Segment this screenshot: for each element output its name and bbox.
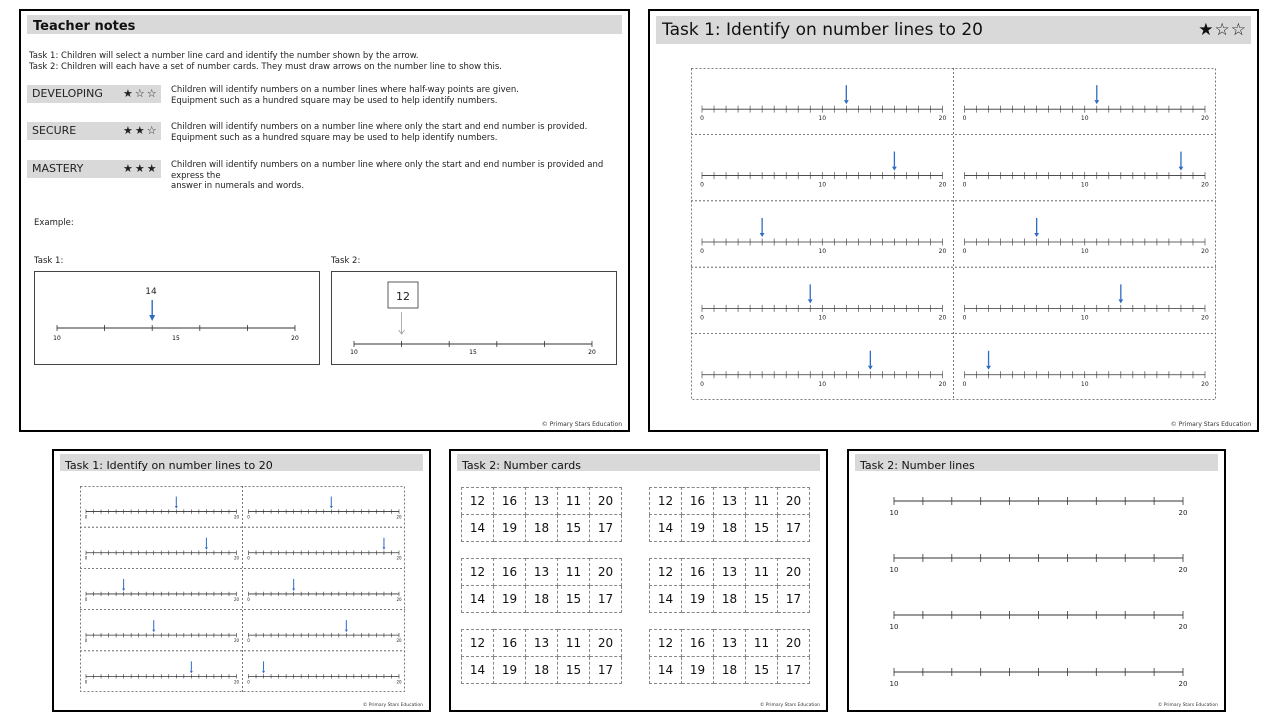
tick-label: 0 <box>962 115 967 123</box>
task1-label: Task 1: <box>34 256 64 266</box>
arrow-head-icon <box>844 100 849 104</box>
page-title: Task 2: Number lines <box>860 459 975 472</box>
tick-label: 20 <box>396 555 402 561</box>
level-description: Children will identify numbers on a number lines where half-way points are given. Equipment such as a hundred square may be used to help identify numbers. <box>171 85 519 106</box>
teacher-notes-slide[interactable] <box>19 9 630 432</box>
example-number-line <box>35 272 319 364</box>
line-end-label: 20 <box>1178 680 1188 688</box>
number-card: 12 <box>462 630 494 657</box>
line-start-label: 10 <box>889 623 899 631</box>
tick-label: 0 <box>962 181 967 189</box>
task1-instructions: Task 1: Children will select a number line card and identify the number shown by the arrow. <box>29 51 419 61</box>
tick-label: 0 <box>700 314 704 322</box>
arrow-head-icon <box>1094 100 1099 104</box>
blank-number-line <box>890 497 1188 517</box>
page-title: Task 1: Identify on number lines to 20 <box>65 459 273 472</box>
number-card: 16 <box>682 488 714 515</box>
level-label: DEVELOPING <box>32 87 103 100</box>
number-card: 18 <box>526 657 558 684</box>
number-card: 17 <box>778 586 810 613</box>
arrow-head-icon <box>808 299 813 303</box>
number-card: 12 <box>462 488 494 515</box>
number-card: 18 <box>526 586 558 613</box>
line-end-label: 20 <box>588 349 596 356</box>
task2-instructions: Task 2: Children will each have a set of number cards. They must draw arrows on the number line to show this. <box>29 62 502 72</box>
number-line-card <box>85 538 240 561</box>
tick-label: 0 <box>700 181 704 189</box>
arrow-head-icon <box>190 671 193 674</box>
tick-label: 10 <box>818 181 827 189</box>
tick-label: 20 <box>1201 314 1209 322</box>
arrow-head-icon <box>152 630 155 633</box>
number-line-cards <box>691 68 1216 400</box>
number-line-card <box>700 218 946 255</box>
number-card: 17 <box>590 586 622 613</box>
tick-label: 20 <box>233 514 240 520</box>
number-card: 12 <box>396 290 410 303</box>
number-card-set <box>461 629 622 684</box>
number-card: 17 <box>778 515 810 542</box>
number-card: 16 <box>494 488 526 515</box>
tick-label: 0 <box>84 555 88 561</box>
tick-label: 20 <box>396 596 402 602</box>
line-start-label: 10 <box>889 509 899 517</box>
level-label: SECURE <box>32 124 77 137</box>
task1-slide-small[interactable] <box>52 449 431 712</box>
task2-label: Task 2: <box>331 256 361 266</box>
number-card: 14 <box>462 515 494 542</box>
tick-label: 20 <box>1201 115 1209 123</box>
slide-header <box>60 454 423 471</box>
number-card: 15 <box>558 586 590 613</box>
tick-label: 0 <box>700 380 704 388</box>
number-card: 13 <box>714 559 746 586</box>
number-card: 16 <box>682 630 714 657</box>
number-card: 15 <box>558 657 590 684</box>
number-line-card <box>85 620 240 643</box>
number-card: 11 <box>558 559 590 586</box>
arrow-head-icon <box>868 366 873 370</box>
number-card: 18 <box>714 586 746 613</box>
tick-label: 20 <box>233 638 240 644</box>
tick-label: 20 <box>1201 380 1209 388</box>
number-card: 20 <box>778 630 810 657</box>
tick-label: 0 <box>700 247 704 255</box>
number-card: 14 <box>462 657 494 684</box>
number-card: 11 <box>746 630 778 657</box>
slide-header <box>457 454 820 471</box>
number-line-card <box>247 620 402 643</box>
copyright-footer: © Primary Stars Education <box>759 703 820 708</box>
line-start-label: 10 <box>889 566 899 574</box>
example-value-label: 14 <box>145 287 157 297</box>
line-start-label: 10 <box>350 349 358 356</box>
number-card: 11 <box>746 559 778 586</box>
tick-label: 0 <box>247 679 250 685</box>
line-start-label: 10 <box>889 680 899 688</box>
number-card: 18 <box>714 657 746 684</box>
tick-label: 20 <box>938 314 947 322</box>
number-line-card <box>247 661 402 684</box>
number-line-card <box>247 538 402 561</box>
number-card: 11 <box>558 630 590 657</box>
tick-label: 20 <box>396 679 402 685</box>
blank-number-lines <box>849 481 1224 706</box>
level-description: Children will identify numbers on a number line where only the start and end number is provided. Equipment such as a hundred square may be used to help identify numbers. <box>171 122 588 143</box>
arrow-head-icon <box>1179 167 1184 171</box>
blank-number-line <box>890 668 1188 688</box>
arrow-head-icon <box>175 506 178 509</box>
tick-label: 10 <box>818 314 827 322</box>
number-card: 15 <box>558 515 590 542</box>
tick-label: 10 <box>818 380 827 388</box>
number-card: 19 <box>494 657 526 684</box>
number-line-card <box>963 152 1209 189</box>
arrow-head-icon <box>345 630 348 633</box>
arrow-head-icon <box>986 366 991 370</box>
arrow-head-icon <box>1034 233 1039 237</box>
number-line-card <box>700 152 946 189</box>
line-end-label: 20 <box>291 335 299 342</box>
number-card: 13 <box>526 630 558 657</box>
number-card: 12 <box>650 488 682 515</box>
page-title: Task 1: Identify on number lines to 20 <box>662 20 983 40</box>
number-line-card <box>963 351 1209 388</box>
level-description: Children will identify numbers on a number line where only the start and end number is provided and express the answer in numerals and words. <box>171 160 604 191</box>
example-task1-box <box>34 271 320 365</box>
line-end-label: 20 <box>1178 623 1188 631</box>
line-start-label: 10 <box>53 335 61 342</box>
number-card-set <box>461 487 622 542</box>
tick-label: 0 <box>247 638 250 644</box>
tick-label: 10 <box>1080 115 1089 123</box>
example-label: Example: <box>34 218 74 228</box>
number-card: 20 <box>590 488 622 515</box>
number-line-card <box>700 351 946 388</box>
number-card: 20 <box>590 559 622 586</box>
number-card: 14 <box>650 515 682 542</box>
number-card: 20 <box>778 559 810 586</box>
number-card: 11 <box>558 488 590 515</box>
copyright-footer: © Primary Stars Education <box>1170 421 1251 428</box>
line-mid-label: 15 <box>469 349 477 356</box>
copyright-footer: © Primary Stars Education <box>362 703 423 708</box>
star-rating-icon: ★★☆ <box>123 124 159 137</box>
arrow-head-icon <box>760 233 765 237</box>
number-card: 19 <box>682 515 714 542</box>
number-line-card <box>85 497 240 520</box>
arrow-head-icon <box>382 547 385 550</box>
arrow-head-icon <box>122 588 125 591</box>
number-line-card <box>700 284 946 321</box>
number-card-set <box>461 558 622 613</box>
tick-label: 0 <box>962 380 967 388</box>
number-card: 14 <box>462 586 494 613</box>
tick-label: 20 <box>938 247 947 255</box>
number-line-card <box>963 85 1209 122</box>
star-rating-icon: ★★★ <box>123 162 159 175</box>
level-label: MASTERY <box>32 162 84 175</box>
tick-label: 20 <box>1201 181 1209 189</box>
blank-number-line <box>890 611 1188 631</box>
star-rating-icon: ★☆☆ <box>123 87 159 100</box>
number-card-set <box>649 558 810 613</box>
tick-label: 20 <box>938 380 947 388</box>
number-line-card <box>700 85 946 122</box>
line-end-label: 20 <box>1178 509 1188 517</box>
star-filled-icon: ★ <box>1198 20 1215 40</box>
arrow-head-icon <box>330 506 333 509</box>
number-cards-slide[interactable] <box>449 449 828 712</box>
star-rating <box>1198 16 1247 44</box>
arrow-head-icon <box>262 671 265 674</box>
number-card: 19 <box>494 515 526 542</box>
tick-label: 20 <box>233 555 240 561</box>
star-empty-icon: ☆ <box>1214 20 1231 40</box>
number-line-card <box>85 661 240 684</box>
tick-label: 0 <box>247 555 250 561</box>
number-card: 16 <box>494 630 526 657</box>
number-line-card <box>247 579 402 602</box>
tick-label: 0 <box>247 514 250 520</box>
slide-header <box>27 15 622 34</box>
number-card: 14 <box>650 657 682 684</box>
tick-label: 10 <box>1080 247 1089 255</box>
number-line-card <box>247 497 402 520</box>
tick-label: 0 <box>84 596 88 602</box>
number-card: 14 <box>650 586 682 613</box>
tick-label: 20 <box>396 514 402 520</box>
number-card: 12 <box>462 559 494 586</box>
number-card: 13 <box>526 488 558 515</box>
number-card: 19 <box>682 586 714 613</box>
number-card-set <box>649 487 810 542</box>
blank-number-line <box>890 554 1188 574</box>
number-card: 13 <box>714 630 746 657</box>
number-card: 19 <box>494 586 526 613</box>
tick-label: 10 <box>1080 380 1089 388</box>
tick-label: 0 <box>700 115 704 123</box>
number-card: 20 <box>590 630 622 657</box>
number-card: 19 <box>682 657 714 684</box>
number-line-cards <box>80 486 405 692</box>
tick-label: 20 <box>1201 247 1209 255</box>
star-empty-icon: ☆ <box>1230 20 1247 40</box>
arrow-head-icon <box>205 547 208 550</box>
number-card: 18 <box>714 515 746 542</box>
number-card: 15 <box>746 657 778 684</box>
page-title: Task 2: Number cards <box>462 459 581 472</box>
tick-label: 20 <box>938 181 947 189</box>
tick-label: 20 <box>396 638 402 644</box>
tick-label: 0 <box>84 514 88 520</box>
line-mid-label: 15 <box>172 335 180 342</box>
number-card: 13 <box>526 559 558 586</box>
number-card: 17 <box>778 657 810 684</box>
number-card: 17 <box>590 515 622 542</box>
tick-label: 0 <box>84 638 88 644</box>
task1-slide-large[interactable] <box>648 9 1259 432</box>
arrow-head-icon <box>1118 299 1123 303</box>
number-card: 15 <box>746 515 778 542</box>
number-card: 18 <box>526 515 558 542</box>
number-line-card <box>85 579 240 602</box>
copyright-footer: © Primary Stars Education <box>541 421 622 428</box>
tick-label: 10 <box>1080 314 1089 322</box>
example-number-line <box>332 272 616 364</box>
number-card: 20 <box>778 488 810 515</box>
number-line-card <box>963 284 1209 321</box>
number-card: 17 <box>590 657 622 684</box>
number-card: 16 <box>682 559 714 586</box>
arrow-head-icon <box>149 315 155 321</box>
tick-label: 0 <box>247 596 250 602</box>
tick-label: 10 <box>1080 181 1089 189</box>
arrow-head-icon <box>892 167 897 171</box>
number-line-card <box>963 218 1209 255</box>
number-lines-slide[interactable] <box>847 449 1226 712</box>
number-card: 15 <box>746 586 778 613</box>
number-card: 12 <box>650 559 682 586</box>
tick-label: 10 <box>818 247 827 255</box>
number-card: 16 <box>494 559 526 586</box>
tick-label: 0 <box>84 679 88 685</box>
slide-header <box>855 454 1218 471</box>
tick-label: 0 <box>962 314 967 322</box>
number-card: 13 <box>714 488 746 515</box>
line-end-label: 20 <box>1178 566 1188 574</box>
copyright-footer: © Primary Stars Education <box>1157 703 1218 708</box>
page-title: Teacher notes <box>33 19 136 34</box>
tick-label: 10 <box>818 115 827 123</box>
tick-label: 0 <box>962 247 967 255</box>
arrow-head-icon <box>292 588 295 591</box>
number-card: 11 <box>746 488 778 515</box>
example-task2-box <box>331 271 617 365</box>
number-card-set <box>649 629 810 684</box>
tick-label: 20 <box>938 115 947 123</box>
tick-label: 20 <box>233 679 240 685</box>
number-card: 12 <box>650 630 682 657</box>
slide-header <box>656 16 1251 44</box>
tick-label: 20 <box>233 596 240 602</box>
